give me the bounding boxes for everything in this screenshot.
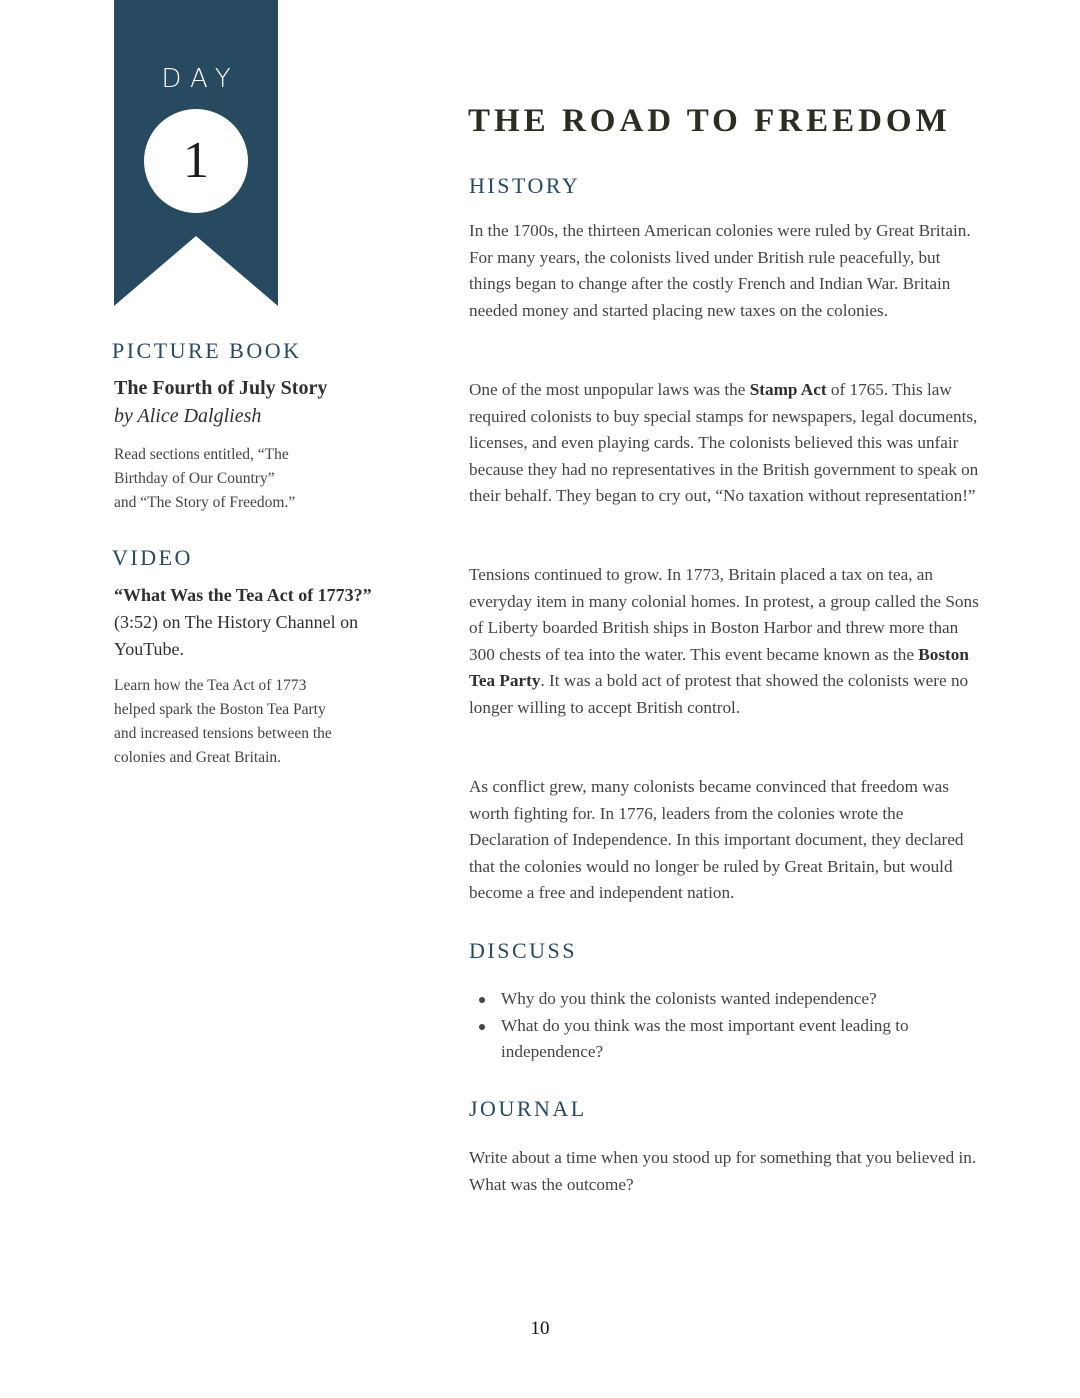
note-line: and increased tensions between the bbox=[114, 725, 332, 742]
journal-heading: JOURNAL bbox=[469, 1096, 587, 1121]
video-note bbox=[114, 674, 369, 770]
history-paragraph-1: In the 1700s, the thirteen American colonies were ruled by Great Britain. For many years, the colonists lived under British rule peacefully, but things began to change after the costly French and Indian War. Britain needed money and started placing new taxes on the colonies. bbox=[469, 221, 971, 320]
history-heading: HISTORY bbox=[469, 173, 581, 198]
video-title bbox=[114, 582, 374, 663]
day-number: 1 bbox=[183, 132, 209, 189]
video-heading: VIDEO bbox=[112, 545, 193, 570]
discuss-heading: DISCUSS bbox=[469, 938, 577, 963]
history-paragraph-2: One of the most unpopular laws was the Stamp Act of 1765. This law required colonists to buy special stamps for newspapers, legal documents, licenses, and even playing cards. The colonists believed this was unfair because they had no representatives in the British government to speak on their behalf. They began to cry out, “No taxation without representation!” bbox=[469, 380, 979, 505]
video-title-bold: “What Was the Tea Act of 1773?” bbox=[114, 585, 372, 605]
picture-book-note bbox=[114, 443, 369, 515]
book-author: by Alice Dalgliesh bbox=[114, 405, 262, 427]
video-title-rest: (3:52) on The History Channel on YouTube. bbox=[114, 612, 359, 659]
discuss-list bbox=[469, 986, 979, 1066]
page-title: THE ROAD TO FREEDOM bbox=[468, 103, 951, 139]
bullet-icon bbox=[479, 997, 485, 1003]
book-title: The Fourth of July Story bbox=[114, 377, 328, 399]
history-paragraph-4: As conflict grew, many colonists became convinced that freedom was worth fighting for. In 1776, leaders from the colonies wrote the Declaration of Independence. In this important document, they declared that the colonies would no longer be ruled by Great Britain, but would become a free and independent nation. bbox=[469, 777, 964, 902]
list-item: Why do you think the colonists wanted independence? bbox=[469, 986, 979, 1013]
bullet-icon bbox=[479, 1024, 485, 1030]
note-line: Read sections entitled, “The bbox=[114, 446, 289, 463]
journal-prompt: Write about a time when you stood up for something that you believed in. What was the outcome? bbox=[469, 1148, 977, 1194]
note-line: Learn how the Tea Act of 1773 bbox=[114, 677, 307, 694]
note-line: colonies and Great Britain. bbox=[114, 749, 282, 766]
list-item: What do you think was the most important event leading to independence? bbox=[469, 1013, 979, 1066]
note-line: helped spark the Boston Tea Party bbox=[114, 701, 326, 718]
note-line: and “The Story of Freedom.” bbox=[114, 494, 296, 511]
picture-book-heading: PICTURE BOOK bbox=[112, 338, 302, 363]
note-line: Birthday of Our Country” bbox=[114, 470, 275, 487]
stamp-act-term: Stamp Act bbox=[749, 380, 827, 399]
day-label: DAY bbox=[161, 64, 240, 94]
page-number: 10 bbox=[530, 1318, 550, 1339]
history-paragraph-3: Tensions continued to grow. In 1773, Britain placed a tax on tea, an everyday item in many colonial homes. In protest, a group called the Sons of Liberty boarded British ships in Boston Harbor and threw more than 300 chests of tea into the water. This event became known as the Boston Tea Party. It was a bold act of protest that showed the colonists were no longer willing to accept British control. bbox=[469, 565, 979, 717]
boston-tea-party-term: Boston Tea Party bbox=[469, 644, 969, 690]
